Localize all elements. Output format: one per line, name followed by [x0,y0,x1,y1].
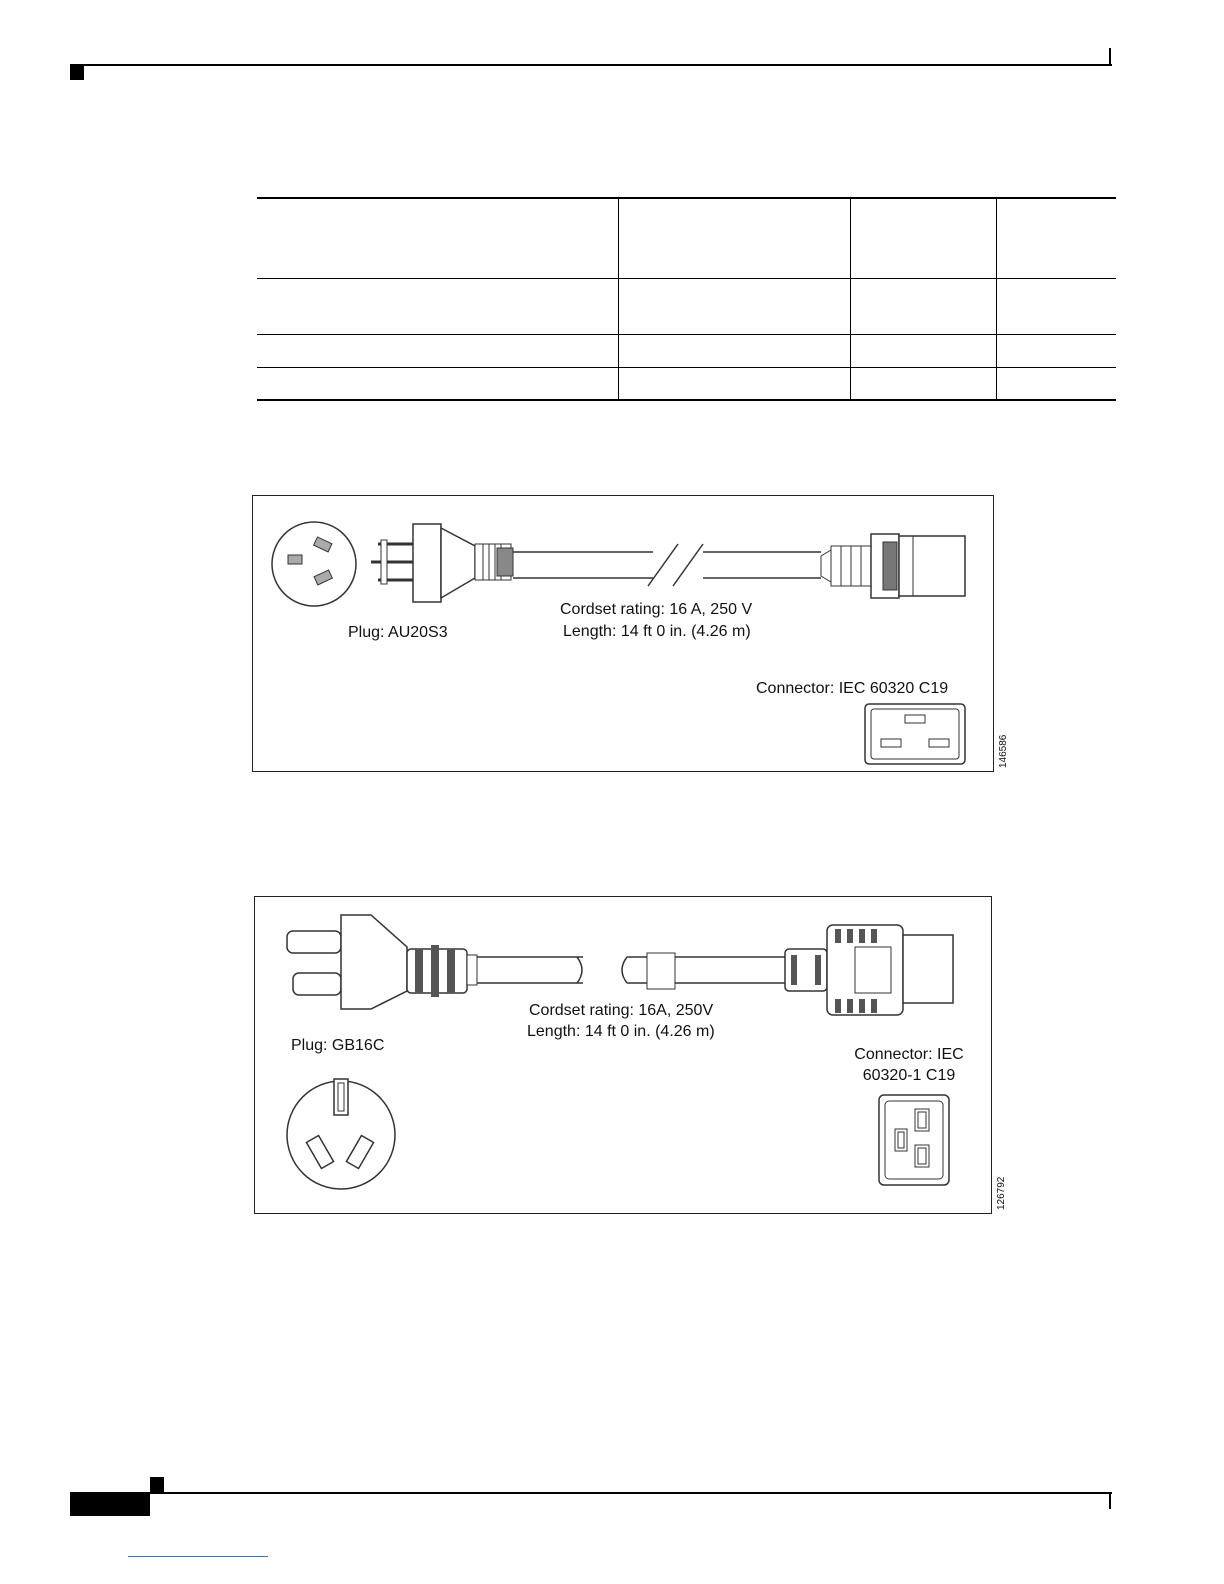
cordset-rating-label: Cordset rating: 16A, 250V [529,1002,714,1019]
gb16c-plug-icon [287,915,477,1009]
footer-tick [1109,1494,1111,1509]
footer-rule [70,1492,1112,1494]
gb16c-socket-face-icon [287,1079,395,1189]
header-rule [70,64,1112,66]
table-header-rule [257,278,1116,279]
table-row-rule [257,334,1116,335]
header-tick [1109,48,1111,65]
c19-connector-face-icon [879,1095,949,1185]
c19-connector-face-icon [865,704,965,764]
table-column-divider [618,197,619,401]
power-cord-table [257,197,1116,401]
au20s3-socket-face-icon [272,522,356,606]
footer-link-underline[interactable] [128,1556,268,1557]
figure-au20s3-power-cord [252,495,994,772]
footer-marker [150,1477,164,1492]
gb16c-connector-icon [785,925,953,1015]
figure-id: 146586 [998,734,1009,768]
table-bottom-rule [257,399,1116,401]
connector-label: Connector: IEC 60320 C19 [756,680,949,697]
connector-label-line1: Connector: IEC [854,1046,964,1063]
au20s3-connector-icon [821,534,965,598]
connector-label-line2: 60320-1 C19 [862,1067,956,1084]
cord-length-label: Length: 14 ft 0 in. (4.26 m) [563,623,751,640]
header-marker [70,66,84,80]
plug-label: Plug: AU20S3 [348,624,448,641]
table-column-divider [850,197,851,401]
figure-gb16c-power-cord [254,896,992,1214]
gb16c-cable [477,953,785,989]
cord-length-label: Length: 14 ft 0 in. (4.26 m) [527,1023,715,1040]
table-row-rule [257,367,1116,368]
cordset-rating-label: Cordset rating: 16 A, 250 V [560,601,753,618]
table-column-divider [996,197,997,401]
au20s3-cable [513,544,821,586]
footer-page-tab [70,1492,150,1516]
figure-id: 126792 [996,1176,1007,1210]
au20s3-plug-icon [371,524,513,602]
plug-label: Plug: GB16C [291,1037,385,1054]
table-top-rule [257,197,1116,199]
